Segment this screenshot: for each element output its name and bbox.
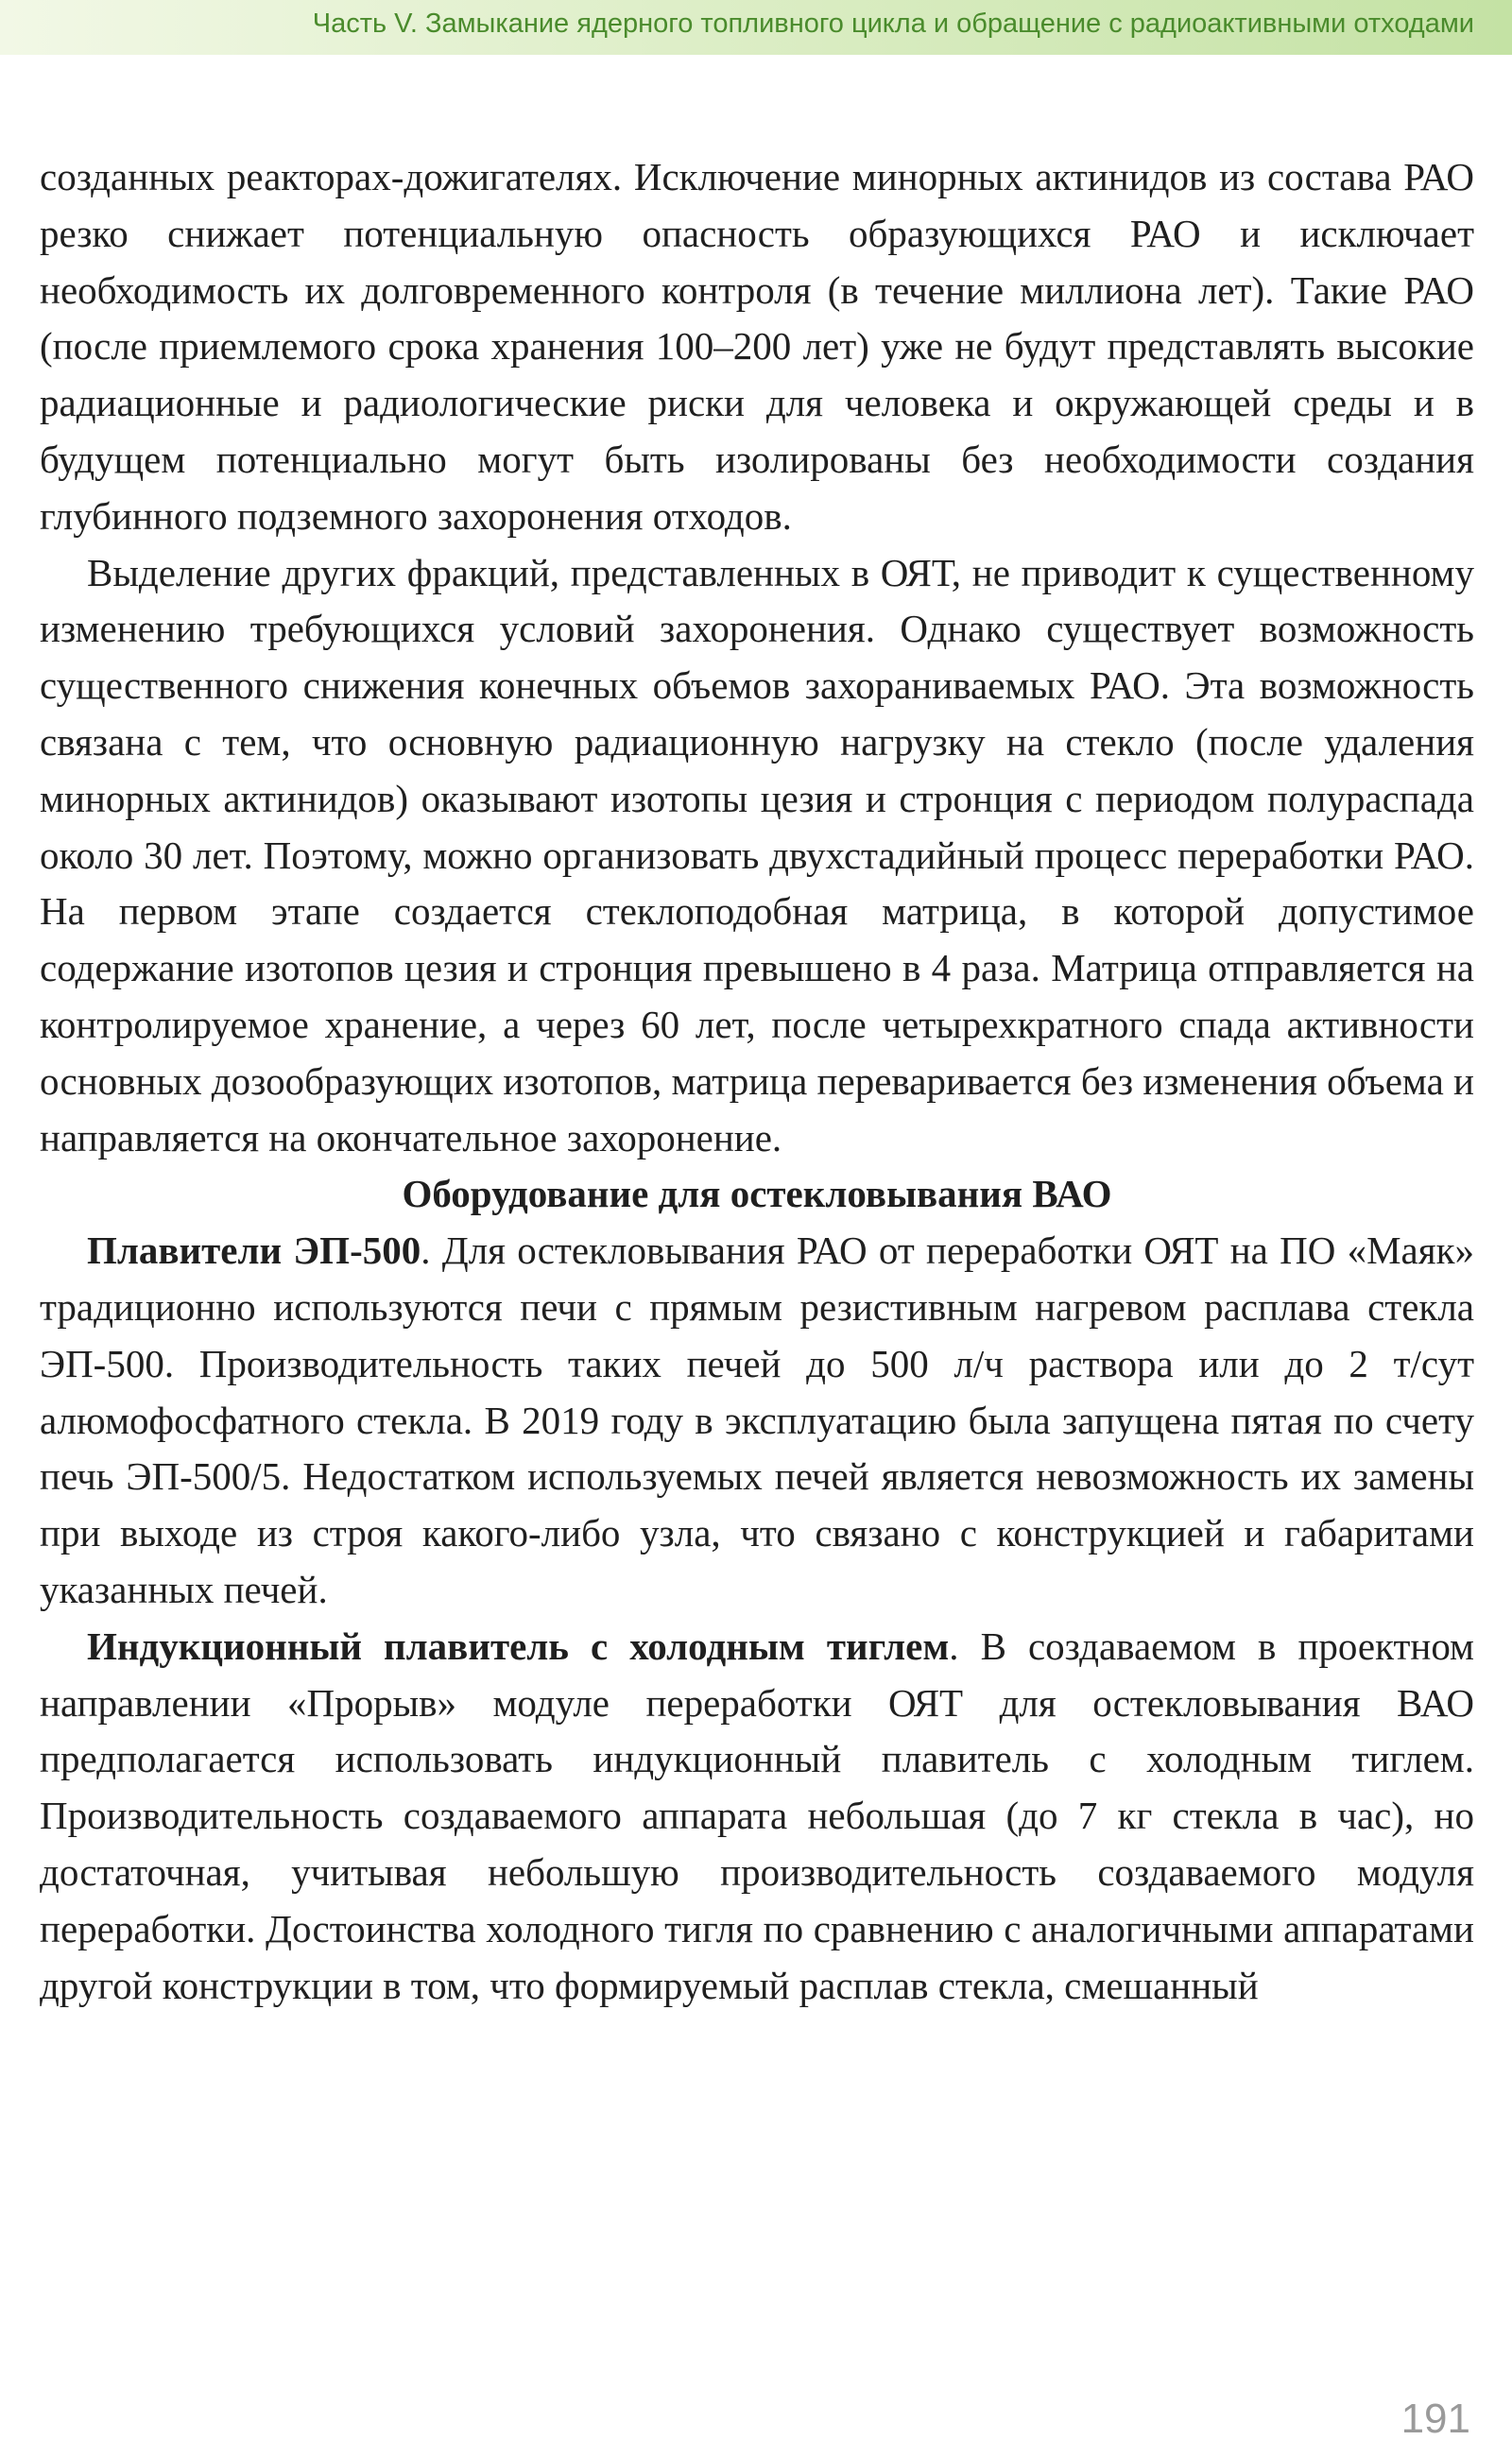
paragraph-4 xyxy=(40,1619,1474,2015)
paragraph-3-text: . Для остекловывания РАО от переработки ОЯТ на ПО «Маяк» традиционно используются печи с прямым резистивным нагревом расплава стекла ЭП-500. Производительность таких печей до 500 л/ч раствора или до 2 т/сут алюмофосфатного стекла. В 2019 году в эксплуатацию была запущена пятая по счету печь ЭП-500/5. Недостатком используемых печей является невозможность их замены при выходе из строя какого-либо узла, что связано с конструкцией и габаритами указанных печей. xyxy=(40,1228,1474,1611)
paragraph-3 xyxy=(40,1223,1474,1619)
page-body xyxy=(40,149,1474,2014)
paragraph-4-text: . В создаваемом в проектном направлении «Прорыв» модуле переработки ОЯТ для остекловывания ВАО предполагается использовать индукционный плавитель с холодным тиглем. Производительность создаваемого аппарата небольшая (до 7 кг стекла в час), но достаточная, учитывая небольшую производительность создаваемого модуля переработки. Достоинства холодного тигля по сравнению с аналогичными аппаратами другой конструкции в том, что формируемый расплав стекла, смешанный xyxy=(40,1624,1474,2007)
paragraph-2: Выделение других фракций, представленных в ОЯТ, не приводит к существенному изменению требующихся условий захоронения. Однако существует возможность существенного снижения конечных объемов захораниваемых РАО. Эта возможность связана с тем, что основную радиационную нагрузку на стекло (после удаления минорных актинидов) оказывают изотопы цезия и стронция с периодом полураспада около 30 лет. Поэтому, можно организовать двухстадийный процесс переработки РАО. На первом этапе создается стеклоподобная матрица, в которой допустимое содержание изотопов цезия и стронция превышено в 4 раза. Матрица отправляется на контролируемое хранение, а через 60 лет, после четырехкратного спада активности основных дозообразующих изотопов, матрица переваривается без изменения объема и направляется на окончательное захоронение. xyxy=(40,550,1474,1160)
section-heading: Оборудование для остекловывания ВАО xyxy=(402,1172,1112,1216)
page-number: 191 xyxy=(1400,2396,1470,2442)
paragraph-1: созданных реакторах-дожигателях. Исключение минорных актинидов из состава РАО резко снижает потенциальную опасность образующихся РАО и исключает необходимость их долговременного контроля (в течение миллиона лет). Такие РАО (после приемлемого срока хранения 100–200 лет) уже не будут представлять высокие радиационные и радиологические риски для человека и окружающей среды и в будущем потенциально могут быть изолированы без необходимости создания глубинного подземного захоронения отходов. xyxy=(40,155,1474,538)
running-header xyxy=(0,0,1512,55)
paragraph-4-lead: Индукционный плавитель с холодным тиглем xyxy=(87,1624,950,1668)
running-title: Часть V. Замыкание ядерного топливного цикла и обращение с радиоактивными отходами xyxy=(312,9,1474,39)
paragraph-3-lead: Плавители ЭП-500 xyxy=(87,1228,421,1273)
